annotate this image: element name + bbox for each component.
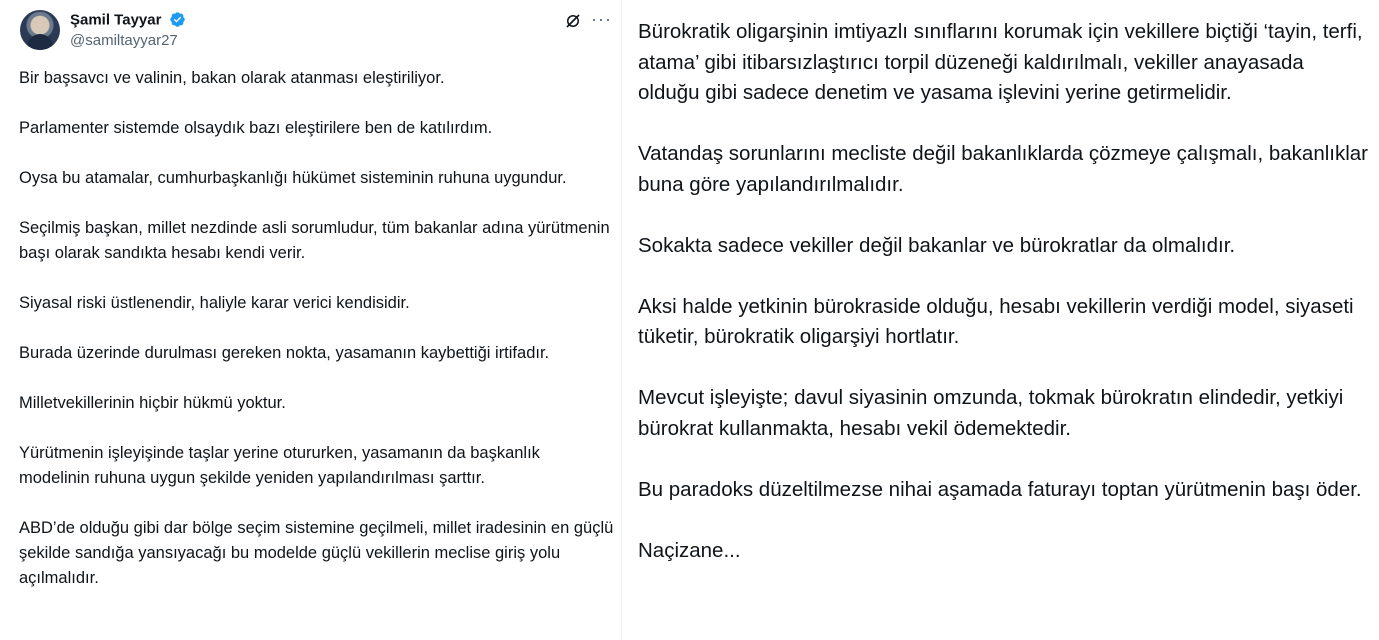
continuation-paragraph: Sokakta sadece vekiller değil bakanlar ve bürokratlar da olmalıdır. xyxy=(638,233,1236,257)
tweet-paragraph: Siyasal riski üstlenendir, haliyle karar verici kendisidir. xyxy=(19,294,410,312)
tweet-paragraph: ABD’de olduğu gibi dar bölge seçim sistemine geçilmeli, millet iradesinin en güçlü şekilde sandığa yansıyacağı bu modelde güçlü vekillerin meclise giriş yolu açılmalıdır. xyxy=(19,519,614,587)
tweet-paragraph: Bir başsavcı ve valinin, bakan olarak atanması eleştiriliyor. xyxy=(19,69,445,87)
author-handle[interactable]: @samiltayyar27 xyxy=(70,32,178,49)
continuation-paragraph: Naçizane... xyxy=(638,538,741,562)
continuation-paragraph: Bu paradoks düzeltilmezse nihai aşamada faturayı toptan yürütmenin başı öder. xyxy=(638,477,1362,501)
more-options-button[interactable]: ··· xyxy=(591,9,612,29)
tweet-paragraph: Yürütmenin işleyişinde taşlar yerine otururken, yasamanın da başkanlık modelinin ruhuna uygun şekilde yeniden yapılandırılması şarttır. xyxy=(19,444,540,487)
tweet-header xyxy=(20,10,620,52)
tweet-paragraph: Oysa bu atamalar, cumhurbaşkanlığı hükümet sisteminin ruhuna uygundur. xyxy=(19,169,567,187)
author-name-line xyxy=(70,11,186,29)
continuation-paragraph: Mevcut işleyişte; davul siyasinin omzunda, tokmak bürokratın elindedir, yetkiyi bürokrat kullanmakta, hesabı vekil ödemektedir. xyxy=(638,386,1344,440)
tweet-text xyxy=(19,66,615,616)
tweet-paragraph: Milletvekillerinin hiçbir hükmü yoktur. xyxy=(19,394,286,412)
author-name[interactable]: Şamil Tayyar xyxy=(70,11,162,29)
tweet-continuation-text xyxy=(638,17,1368,597)
tweet-card xyxy=(0,0,622,640)
continuation-paragraph: Aksi halde yetkinin bürokraside olduğu, hesabı vekillerin verdiği model, siyaseti tüketir, bürokratik oligarşiyi hortlatır. xyxy=(638,294,1354,348)
tweet-paragraph: Burada üzerinde durulması gereken nokta, yasamanın kaybettiği irtifadır. xyxy=(19,344,550,362)
avatar[interactable] xyxy=(20,10,60,50)
tweet-paragraph: Seçilmiş başkan, millet nezdinde asli sorumludur, tüm bakanlar adına yürütmenin başı olarak sandıkta hesabı kendi verir. xyxy=(19,219,610,262)
continuation-paragraph: Bürokratik oligarşinin imtiyazlı sınıflarını korumak için vekillere biçtiği ‘tayin, terfi, atama’ gibi itibarsızlaştırıcı torpil düzeneği kaldırılmalı, vekiller anayasada olduğu gibi sadece denetim ve yasama işlevini yerine getirmelidir. xyxy=(638,20,1363,104)
continuation-paragraph: Vatandaş sorunlarını mecliste değil bakanlıklarda çözmeye çalışmalı, bakanlıklar buna göre yapılandırılmalıdır. xyxy=(638,142,1369,196)
tweet-paragraph: Parlamenter sistemde olsaydık bazı eleştirilere ben de katılırdım. xyxy=(19,119,493,137)
grok-icon[interactable] xyxy=(564,12,582,30)
verified-badge-icon xyxy=(169,11,186,28)
